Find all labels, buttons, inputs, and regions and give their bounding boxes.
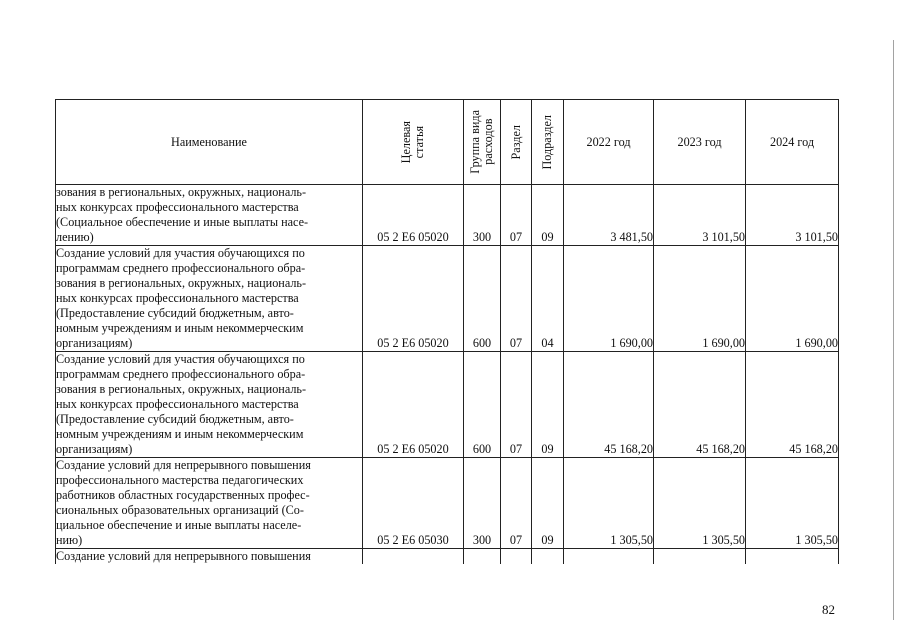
row-target-article: [363, 549, 464, 565]
budget-table-container: [55, 99, 838, 564]
header-2022: 2022 год: [564, 100, 654, 185]
row-section: 07: [501, 185, 532, 246]
row-value-2024: 1 690,00: [746, 246, 839, 352]
row-name: Создание условий для непрерывного повышения: [56, 549, 363, 565]
row-value-2022: [564, 549, 654, 565]
row-expense-group: [464, 549, 501, 565]
row-value-2022: 1 690,00: [564, 246, 654, 352]
row-name: зования в региональных, окружных, националь- ных конкурсах профессионального мастерства (Социальное обеспечение и иные выплаты насе- лению): [56, 185, 363, 246]
table-header-row: [56, 100, 839, 185]
row-name: Создание условий для непрерывного повышения профессионального мастерства педагогических работников областных государственных профес- сиональных образовательных организаций (Со- циальное обеспечение и иные выплаты населе- нию): [56, 458, 363, 549]
row-target-article: 05 2 Е6 05020: [363, 185, 464, 246]
row-section: 07: [501, 246, 532, 352]
row-subsection: 04: [532, 246, 564, 352]
row-expense-group: 600: [464, 352, 501, 458]
scan-edge-line: [893, 40, 894, 620]
table-row: [56, 246, 839, 352]
budget-table: [55, 99, 839, 564]
row-subsection: [532, 549, 564, 565]
row-section: [501, 549, 532, 565]
header-section-text: Раздел: [508, 124, 523, 160]
row-name: Создание условий для участия обучающихся по программам среднего профессионального обра- зования в региональных, окружных, националь- ных конкурсах профессионального мастерства (Предоставление субсидий бюджетным, авто- номным учреждениям и иным некоммерческим организациям): [56, 352, 363, 458]
header-expense-group: [464, 100, 501, 185]
header-2023: 2023 год: [654, 100, 746, 185]
row-value-2024: 45 168,20: [746, 352, 839, 458]
row-value-2022: 3 481,50: [564, 185, 654, 246]
row-value-2023: 1 305,50: [654, 458, 746, 549]
row-subsection: 09: [532, 185, 564, 246]
row-value-2023: [654, 549, 746, 565]
row-expense-group: 600: [464, 246, 501, 352]
row-name: Создание условий для участия обучающихся по программам среднего профессионального обра- зования в региональных, окружных, националь- ных конкурсах профессионального мастерства (Предоставление субсидий бюджетным, авто- номным учреждениям и иным некоммерческим организациям): [56, 246, 363, 352]
header-name: Наименование: [56, 100, 363, 185]
row-value-2022: 1 305,50: [564, 458, 654, 549]
header-target-article: [363, 100, 464, 185]
row-value-2024: 1 305,50: [746, 458, 839, 549]
header-expense-group-text: Группа вида расходов: [468, 110, 495, 174]
row-target-article: 05 2 Е6 05030: [363, 458, 464, 549]
header-subsection-text: Подраздел: [540, 114, 554, 170]
row-subsection: 09: [532, 458, 564, 549]
table-row: [56, 185, 839, 246]
row-subsection: 09: [532, 352, 564, 458]
header-subsection: [532, 100, 564, 185]
row-target-article: 05 2 Е6 05020: [363, 352, 464, 458]
row-value-2023: 1 690,00: [654, 246, 746, 352]
table-row: [56, 352, 839, 458]
row-target-article: 05 2 Е6 05020: [363, 246, 464, 352]
header-section: [501, 100, 532, 185]
row-expense-group: 300: [464, 185, 501, 246]
header-target-article-text: Целевая статья: [399, 120, 426, 164]
row-value-2023: 45 168,20: [654, 352, 746, 458]
table-row: [56, 549, 839, 565]
row-expense-group: 300: [464, 458, 501, 549]
row-value-2024: [746, 549, 839, 565]
row-section: 07: [501, 458, 532, 549]
header-2024: 2024 год: [746, 100, 839, 185]
page-number: 82: [822, 602, 835, 617]
row-value-2024: 3 101,50: [746, 185, 839, 246]
row-section: 07: [501, 352, 532, 458]
row-value-2023: 3 101,50: [654, 185, 746, 246]
table-row: [56, 458, 839, 549]
row-value-2022: 45 168,20: [564, 352, 654, 458]
